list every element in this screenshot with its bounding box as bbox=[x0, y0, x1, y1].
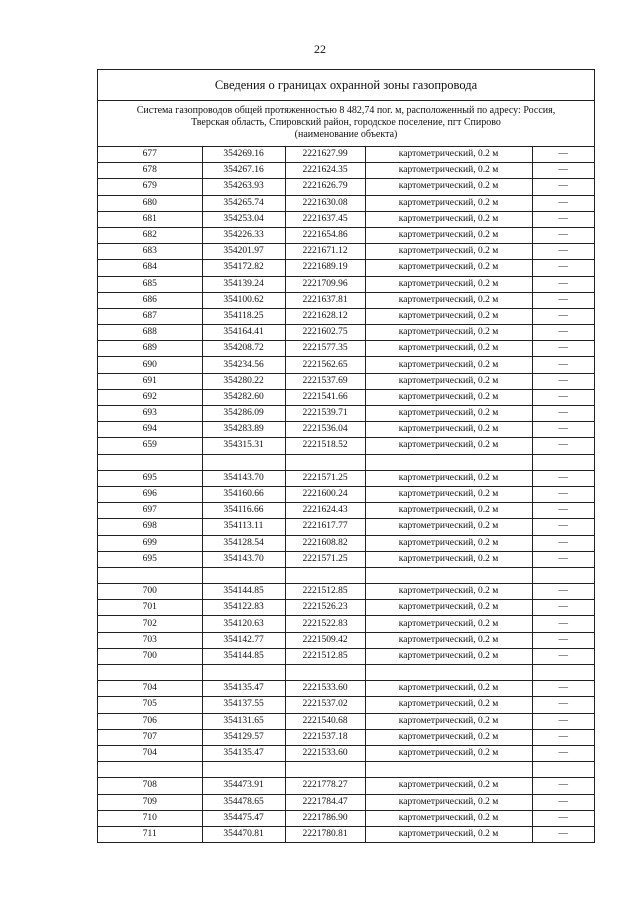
x-coordinate-cell: 354129.57 bbox=[202, 729, 285, 745]
description-cell: — bbox=[532, 470, 594, 486]
table-row bbox=[98, 373, 594, 389]
method-cell: картометрический, 0.2 м bbox=[365, 778, 532, 794]
y-coordinate-cell bbox=[285, 454, 365, 470]
y-coordinate-cell: 2221518.52 bbox=[285, 438, 365, 454]
method-cell: картометрический, 0.2 м bbox=[365, 244, 532, 260]
table-row bbox=[98, 519, 594, 535]
description-cell: — bbox=[532, 648, 594, 664]
x-coordinate-cell: 354116.66 bbox=[202, 503, 285, 519]
y-coordinate-cell: 2221784.47 bbox=[285, 794, 365, 810]
table-row bbox=[98, 486, 594, 502]
description-cell bbox=[532, 567, 594, 583]
table-row bbox=[98, 632, 594, 648]
y-coordinate-cell: 2221671.12 bbox=[285, 244, 365, 260]
method-cell: картометрический, 0.2 м bbox=[365, 600, 532, 616]
method-cell: картометрический, 0.2 м bbox=[365, 422, 532, 438]
y-coordinate-cell: 2221571.25 bbox=[285, 551, 365, 567]
point-number-cell: 680 bbox=[98, 195, 202, 211]
x-coordinate-cell: 354315.31 bbox=[202, 438, 285, 454]
table-row bbox=[98, 584, 594, 600]
y-coordinate-cell: 2221562.65 bbox=[285, 357, 365, 373]
y-coordinate-cell bbox=[285, 762, 365, 778]
table-row bbox=[98, 276, 594, 292]
point-number-cell: 685 bbox=[98, 276, 202, 292]
method-cell: картометрический, 0.2 м bbox=[365, 438, 532, 454]
y-coordinate-cell: 2221577.35 bbox=[285, 341, 365, 357]
x-coordinate-cell: 354143.70 bbox=[202, 470, 285, 486]
table-row bbox=[98, 681, 594, 697]
table-row bbox=[98, 260, 594, 276]
y-coordinate-cell: 2221617.77 bbox=[285, 519, 365, 535]
method-cell: картометрический, 0.2 м bbox=[365, 826, 532, 842]
point-number-cell: 679 bbox=[98, 179, 202, 195]
method-cell: картометрический, 0.2 м bbox=[365, 648, 532, 664]
point-number-cell: 702 bbox=[98, 616, 202, 632]
point-number-cell: 697 bbox=[98, 503, 202, 519]
description-cell: — bbox=[532, 422, 594, 438]
point-number-cell: 700 bbox=[98, 648, 202, 664]
method-cell: картометрический, 0.2 м bbox=[365, 389, 532, 405]
description-cell: — bbox=[532, 373, 594, 389]
table-row bbox=[98, 341, 594, 357]
x-coordinate-cell: 354143.70 bbox=[202, 551, 285, 567]
description-cell: — bbox=[532, 632, 594, 648]
point-number-cell: 678 bbox=[98, 163, 202, 179]
table-row bbox=[98, 778, 594, 794]
method-cell: картометрический, 0.2 м bbox=[365, 308, 532, 324]
point-number-cell: 690 bbox=[98, 357, 202, 373]
method-cell: картометрический, 0.2 м bbox=[365, 713, 532, 729]
method-cell bbox=[365, 762, 532, 778]
y-coordinate-cell: 2221537.69 bbox=[285, 373, 365, 389]
point-number-cell: 687 bbox=[98, 308, 202, 324]
table-row bbox=[98, 406, 594, 422]
point-number-cell: 705 bbox=[98, 697, 202, 713]
description-cell: — bbox=[532, 406, 594, 422]
point-number-cell: 704 bbox=[98, 745, 202, 761]
method-cell: картометрический, 0.2 м bbox=[365, 616, 532, 632]
description-cell: — bbox=[532, 826, 594, 842]
x-coordinate-cell: 354122.83 bbox=[202, 600, 285, 616]
x-coordinate-cell: 354234.56 bbox=[202, 357, 285, 373]
table-row bbox=[98, 826, 594, 842]
y-coordinate-cell: 2221602.75 bbox=[285, 325, 365, 341]
method-cell: картометрический, 0.2 м bbox=[365, 729, 532, 745]
object-description bbox=[98, 101, 594, 147]
table-title: Сведения о границах охранной зоны газопровода bbox=[98, 70, 594, 101]
method-cell: картометрический, 0.2 м bbox=[365, 745, 532, 761]
x-coordinate-cell: 354283.89 bbox=[202, 422, 285, 438]
method-cell: картометрический, 0.2 м bbox=[365, 535, 532, 551]
y-coordinate-cell: 2221512.85 bbox=[285, 584, 365, 600]
page-number: 22 bbox=[314, 42, 326, 56]
description-cell: — bbox=[532, 503, 594, 519]
point-number-cell: 689 bbox=[98, 341, 202, 357]
y-coordinate-cell: 2221608.82 bbox=[285, 535, 365, 551]
point-number-cell: 700 bbox=[98, 584, 202, 600]
table-row bbox=[98, 697, 594, 713]
x-coordinate-cell: 354164.41 bbox=[202, 325, 285, 341]
table-row bbox=[98, 308, 594, 324]
table-row-separator bbox=[98, 665, 594, 681]
method-cell: картометрический, 0.2 м bbox=[365, 357, 532, 373]
point-number-cell: 699 bbox=[98, 535, 202, 551]
table-row bbox=[98, 503, 594, 519]
y-coordinate-cell: 2221626.79 bbox=[285, 179, 365, 195]
point-number-cell: 710 bbox=[98, 810, 202, 826]
description-cell: — bbox=[532, 697, 594, 713]
point-number-cell: 696 bbox=[98, 486, 202, 502]
x-coordinate-cell: 354226.33 bbox=[202, 227, 285, 243]
x-coordinate-cell: 354144.85 bbox=[202, 584, 285, 600]
point-number-cell: 711 bbox=[98, 826, 202, 842]
y-coordinate-cell: 2221526.23 bbox=[285, 600, 365, 616]
x-coordinate-cell: 354280.22 bbox=[202, 373, 285, 389]
x-coordinate-cell: 354286.09 bbox=[202, 406, 285, 422]
table-row bbox=[98, 794, 594, 810]
method-cell: картометрический, 0.2 м bbox=[365, 697, 532, 713]
table-row bbox=[98, 292, 594, 308]
x-coordinate-cell: 354160.66 bbox=[202, 486, 285, 502]
y-coordinate-cell: 2221637.81 bbox=[285, 292, 365, 308]
description-cell: — bbox=[532, 292, 594, 308]
x-coordinate-cell: 354139.24 bbox=[202, 276, 285, 292]
object-description-line: Система газопроводов общей протяженностью 8 482,74 пог. м, расположенный по адресу: Россия, bbox=[136, 105, 556, 116]
y-coordinate-cell: 2221512.85 bbox=[285, 648, 365, 664]
method-cell: картометрический, 0.2 м bbox=[365, 211, 532, 227]
x-coordinate-cell: 354142.77 bbox=[202, 632, 285, 648]
method-cell: картометрический, 0.2 м bbox=[365, 486, 532, 502]
method-cell: картометрический, 0.2 м bbox=[365, 810, 532, 826]
y-coordinate-cell: 2221509.42 bbox=[285, 632, 365, 648]
table-row bbox=[98, 616, 594, 632]
method-cell: картометрический, 0.2 м bbox=[365, 341, 532, 357]
x-coordinate-cell: 354473.91 bbox=[202, 778, 285, 794]
description-cell: — bbox=[532, 163, 594, 179]
x-coordinate-cell: 354128.54 bbox=[202, 535, 285, 551]
y-coordinate-cell bbox=[285, 665, 365, 681]
table-row bbox=[98, 244, 594, 260]
point-number-cell: 707 bbox=[98, 729, 202, 745]
table-row bbox=[98, 389, 594, 405]
table-row bbox=[98, 325, 594, 341]
x-coordinate-cell: 354265.74 bbox=[202, 195, 285, 211]
method-cell: картометрический, 0.2 м bbox=[365, 406, 532, 422]
method-cell: картометрический, 0.2 м bbox=[365, 632, 532, 648]
method-cell: картометрический, 0.2 м bbox=[365, 276, 532, 292]
y-coordinate-cell: 2221541.66 bbox=[285, 389, 365, 405]
x-coordinate-cell bbox=[202, 762, 285, 778]
x-coordinate-cell: 354263.93 bbox=[202, 179, 285, 195]
x-coordinate-cell: 354100.62 bbox=[202, 292, 285, 308]
table-row bbox=[98, 195, 594, 211]
table-row bbox=[98, 535, 594, 551]
point-number-cell: 682 bbox=[98, 227, 202, 243]
description-cell: — bbox=[532, 276, 594, 292]
description-cell: — bbox=[532, 729, 594, 745]
y-coordinate-cell: 2221689.19 bbox=[285, 260, 365, 276]
point-number-cell: 703 bbox=[98, 632, 202, 648]
object-description-line: Тверская область, Спировский район, городское поселение, пгт Спирово bbox=[191, 117, 501, 128]
description-cell: — bbox=[532, 681, 594, 697]
x-coordinate-cell: 354118.25 bbox=[202, 308, 285, 324]
description-cell: — bbox=[532, 260, 594, 276]
x-coordinate-cell: 354144.85 bbox=[202, 648, 285, 664]
y-coordinate-cell: 2221537.02 bbox=[285, 697, 365, 713]
description-cell: — bbox=[532, 551, 594, 567]
method-cell: картометрический, 0.2 м bbox=[365, 179, 532, 195]
method-cell: картометрический, 0.2 м bbox=[365, 794, 532, 810]
coordinates-table-body bbox=[98, 147, 594, 843]
method-cell: картометрический, 0.2 м bbox=[365, 551, 532, 567]
y-coordinate-cell bbox=[285, 567, 365, 583]
description-cell: — bbox=[532, 616, 594, 632]
description-cell: — bbox=[532, 745, 594, 761]
point-number-cell: 681 bbox=[98, 211, 202, 227]
description-cell: — bbox=[532, 486, 594, 502]
y-coordinate-cell: 2221533.60 bbox=[285, 745, 365, 761]
x-coordinate-cell: 354135.47 bbox=[202, 681, 285, 697]
description-cell: — bbox=[532, 438, 594, 454]
x-coordinate-cell: 354470.81 bbox=[202, 826, 285, 842]
point-number-cell: 692 bbox=[98, 389, 202, 405]
table-row-separator bbox=[98, 454, 594, 470]
boundary-info-table bbox=[97, 69, 595, 843]
table-row bbox=[98, 470, 594, 486]
x-coordinate-cell: 354475.47 bbox=[202, 810, 285, 826]
y-coordinate-cell: 2221600.24 bbox=[285, 486, 365, 502]
y-coordinate-cell: 2221624.35 bbox=[285, 163, 365, 179]
description-cell: — bbox=[532, 713, 594, 729]
y-coordinate-cell: 2221539.71 bbox=[285, 406, 365, 422]
point-number-cell: 659 bbox=[98, 438, 202, 454]
description-cell: — bbox=[532, 179, 594, 195]
point-number-cell bbox=[98, 762, 202, 778]
table-row-separator bbox=[98, 762, 594, 778]
y-coordinate-cell: 2221540.68 bbox=[285, 713, 365, 729]
point-number-cell: 688 bbox=[98, 325, 202, 341]
y-coordinate-cell: 2221637.45 bbox=[285, 211, 365, 227]
x-coordinate-cell: 354131.65 bbox=[202, 713, 285, 729]
method-cell: картометрический, 0.2 м bbox=[365, 325, 532, 341]
method-cell: картометрический, 0.2 м bbox=[365, 260, 532, 276]
point-number-cell: 704 bbox=[98, 681, 202, 697]
method-cell: картометрический, 0.2 м bbox=[365, 292, 532, 308]
table-row bbox=[98, 438, 594, 454]
description-cell: — bbox=[532, 519, 594, 535]
x-coordinate-cell: 354478.65 bbox=[202, 794, 285, 810]
table-row bbox=[98, 551, 594, 567]
method-cell bbox=[365, 665, 532, 681]
y-coordinate-cell: 2221533.60 bbox=[285, 681, 365, 697]
y-coordinate-cell: 2221627.99 bbox=[285, 147, 365, 163]
point-number-cell: 683 bbox=[98, 244, 202, 260]
x-coordinate-cell bbox=[202, 665, 285, 681]
method-cell: картометрический, 0.2 м bbox=[365, 373, 532, 389]
method-cell: картометрический, 0.2 м bbox=[365, 227, 532, 243]
table-row bbox=[98, 147, 594, 163]
y-coordinate-cell: 2221709.96 bbox=[285, 276, 365, 292]
description-cell: — bbox=[532, 308, 594, 324]
point-number-cell: 693 bbox=[98, 406, 202, 422]
y-coordinate-cell: 2221780.81 bbox=[285, 826, 365, 842]
table-row-separator bbox=[98, 567, 594, 583]
method-cell: картометрический, 0.2 м bbox=[365, 584, 532, 600]
point-number-cell: 691 bbox=[98, 373, 202, 389]
description-cell: — bbox=[532, 810, 594, 826]
point-number-cell bbox=[98, 665, 202, 681]
method-cell: картометрический, 0.2 м bbox=[365, 163, 532, 179]
table-row bbox=[98, 648, 594, 664]
x-coordinate-cell: 354269.16 bbox=[202, 147, 285, 163]
table-row bbox=[98, 745, 594, 761]
table-row bbox=[98, 713, 594, 729]
point-number-cell: 706 bbox=[98, 713, 202, 729]
point-number-cell: 677 bbox=[98, 147, 202, 163]
table-row bbox=[98, 729, 594, 745]
point-number-cell: 709 bbox=[98, 794, 202, 810]
method-cell bbox=[365, 567, 532, 583]
object-name-caption: (наименование объекта) bbox=[294, 129, 398, 140]
point-number-cell: 686 bbox=[98, 292, 202, 308]
table-row bbox=[98, 422, 594, 438]
description-cell: — bbox=[532, 535, 594, 551]
description-cell: — bbox=[532, 211, 594, 227]
table-row bbox=[98, 211, 594, 227]
description-cell: — bbox=[532, 147, 594, 163]
y-coordinate-cell: 2221522.83 bbox=[285, 616, 365, 632]
description-cell: — bbox=[532, 357, 594, 373]
method-cell: картометрический, 0.2 м bbox=[365, 681, 532, 697]
point-number-cell bbox=[98, 567, 202, 583]
x-coordinate-cell: 354282.60 bbox=[202, 389, 285, 405]
point-number-cell: 698 bbox=[98, 519, 202, 535]
description-cell: — bbox=[532, 778, 594, 794]
table-row bbox=[98, 357, 594, 373]
y-coordinate-cell: 2221654.86 bbox=[285, 227, 365, 243]
method-cell bbox=[365, 454, 532, 470]
description-cell bbox=[532, 762, 594, 778]
description-cell: — bbox=[532, 389, 594, 405]
y-coordinate-cell: 2221778.27 bbox=[285, 778, 365, 794]
y-coordinate-cell: 2221624.43 bbox=[285, 503, 365, 519]
description-cell: — bbox=[532, 341, 594, 357]
x-coordinate-cell: 354120.63 bbox=[202, 616, 285, 632]
description-cell: — bbox=[532, 244, 594, 260]
point-number-cell: 695 bbox=[98, 470, 202, 486]
table-row bbox=[98, 179, 594, 195]
y-coordinate-cell: 2221786.90 bbox=[285, 810, 365, 826]
table-row bbox=[98, 227, 594, 243]
method-cell: картометрический, 0.2 м bbox=[365, 503, 532, 519]
x-coordinate-cell: 354267.16 bbox=[202, 163, 285, 179]
y-coordinate-cell: 2221537.18 bbox=[285, 729, 365, 745]
method-cell: картометрический, 0.2 м bbox=[365, 195, 532, 211]
x-coordinate-cell bbox=[202, 567, 285, 583]
description-cell: — bbox=[532, 227, 594, 243]
description-cell bbox=[532, 454, 594, 470]
x-coordinate-cell: 354208.72 bbox=[202, 341, 285, 357]
y-coordinate-cell: 2221628.12 bbox=[285, 308, 365, 324]
table-row bbox=[98, 600, 594, 616]
x-coordinate-cell: 354135.47 bbox=[202, 745, 285, 761]
y-coordinate-cell: 2221630.08 bbox=[285, 195, 365, 211]
description-cell: — bbox=[532, 600, 594, 616]
table-row bbox=[98, 163, 594, 179]
point-number-cell bbox=[98, 454, 202, 470]
y-coordinate-cell: 2221536.04 bbox=[285, 422, 365, 438]
method-cell: картометрический, 0.2 м bbox=[365, 470, 532, 486]
point-number-cell: 695 bbox=[98, 551, 202, 567]
x-coordinate-cell: 354201.97 bbox=[202, 244, 285, 260]
point-number-cell: 708 bbox=[98, 778, 202, 794]
point-number-cell: 701 bbox=[98, 600, 202, 616]
y-coordinate-cell: 2221571.25 bbox=[285, 470, 365, 486]
x-coordinate-cell: 354113.11 bbox=[202, 519, 285, 535]
coordinates-table bbox=[98, 147, 594, 843]
x-coordinate-cell: 354137.55 bbox=[202, 697, 285, 713]
table-row bbox=[98, 810, 594, 826]
point-number-cell: 684 bbox=[98, 260, 202, 276]
x-coordinate-cell: 354172.82 bbox=[202, 260, 285, 276]
x-coordinate-cell bbox=[202, 454, 285, 470]
x-coordinate-cell: 354253.04 bbox=[202, 211, 285, 227]
method-cell: картометрический, 0.2 м bbox=[365, 519, 532, 535]
method-cell: картометрический, 0.2 м bbox=[365, 147, 532, 163]
description-cell: — bbox=[532, 794, 594, 810]
description-cell bbox=[532, 665, 594, 681]
point-number-cell: 694 bbox=[98, 422, 202, 438]
description-cell: — bbox=[532, 325, 594, 341]
description-cell: — bbox=[532, 195, 594, 211]
description-cell: — bbox=[532, 584, 594, 600]
